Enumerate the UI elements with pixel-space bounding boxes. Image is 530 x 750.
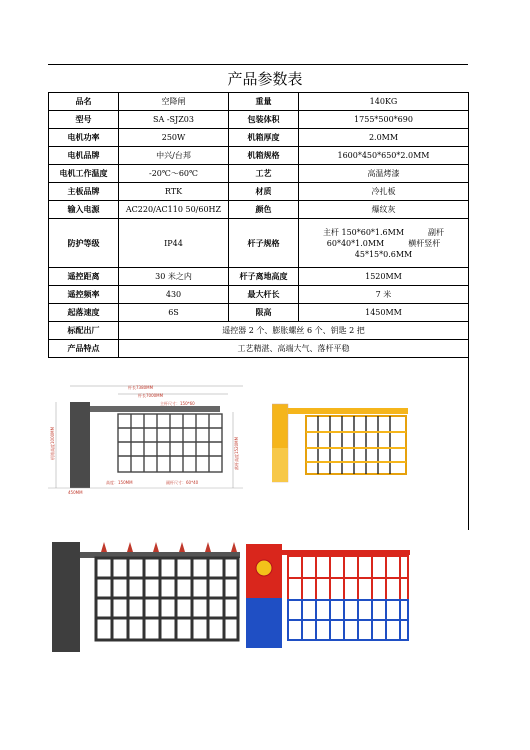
emblem-icon — [256, 560, 272, 576]
param-label: 输入电源 — [49, 201, 119, 219]
spike-tips — [101, 542, 237, 552]
param-value: 工艺精湛、高端大气、落杆平稳 — [119, 340, 469, 358]
param-value: 1600*450*650*2.0MM — [299, 147, 469, 165]
param-label: 品名 — [49, 93, 119, 111]
param-value: SA -SJZ03 — [119, 111, 229, 129]
grid-fence — [118, 414, 222, 472]
param-value: 6S — [119, 304, 229, 322]
param-label: 遥控距离 — [49, 268, 119, 286]
table-row — [49, 93, 469, 111]
dim-height-right-label: 落杆高度1520MM — [234, 436, 239, 470]
table-row — [49, 111, 469, 129]
param-value: 遥控器 2 个、膨胀螺丝 6 个、钥匙 2 把 — [119, 322, 469, 340]
dim-base-label: 450MM — [68, 490, 83, 495]
dim-rod-label: 杆长7000MM — [138, 393, 164, 398]
gray-barrier-image — [52, 538, 242, 656]
param-label: 材质 — [229, 183, 299, 201]
param-label: 机箱规格 — [229, 147, 299, 165]
param-label: 主板品牌 — [49, 183, 119, 201]
rod-spec-line: 45*15*0.6MM — [354, 249, 413, 259]
table-row — [49, 304, 469, 322]
param-label: 颜色 — [229, 201, 299, 219]
param-label: 杆子离地高度 — [229, 268, 299, 286]
param-label: 工艺 — [229, 165, 299, 183]
param-label: 杆子规格 — [229, 219, 299, 268]
table-row — [49, 268, 469, 286]
dimension-drawing — [48, 380, 243, 498]
rod-spec-line: 主杆 150*60*1.6MM 副杆 — [322, 227, 445, 237]
yellow-barrier-image — [272, 398, 412, 486]
dim-height-left-label: 机箱高度1000MM — [50, 426, 55, 460]
grid-fence — [306, 416, 406, 474]
param-label: 最大杆长 — [229, 286, 299, 304]
main-rod — [282, 550, 410, 555]
param-value: 430 — [119, 286, 229, 304]
cabinet-lower — [272, 448, 288, 482]
param-value: RTK — [119, 183, 229, 201]
grid-fence-lower — [288, 600, 408, 640]
cabinet-lower — [246, 598, 282, 648]
param-label: 限高 — [229, 304, 299, 322]
side-rule — [468, 340, 469, 530]
red-blue-barrier-image — [246, 544, 412, 648]
param-label: 电机品牌 — [49, 147, 119, 165]
table-row — [49, 219, 469, 268]
main-rod — [288, 408, 408, 414]
param-label: 电机功率 — [49, 129, 119, 147]
param-value: 爆纹灰 — [299, 201, 469, 219]
table-row — [49, 201, 469, 219]
table-row — [49, 183, 469, 201]
header-rule — [48, 64, 468, 65]
param-value: AC220/AC110 50/60HZ — [119, 201, 229, 219]
param-label: 标配出厂 — [49, 322, 119, 340]
dim-total-label: 杆长7380MM — [128, 385, 154, 390]
main-rod — [90, 406, 220, 412]
param-label: 起落速度 — [49, 304, 119, 322]
dim-sub-label: 副杆尺寸：60*40 — [166, 480, 199, 485]
param-value: IP44 — [119, 219, 229, 268]
param-label: 机箱厚度 — [229, 129, 299, 147]
table-row — [49, 147, 469, 165]
param-label: 包装体积 — [229, 111, 299, 129]
param-value: 30 米之内 — [119, 268, 229, 286]
dim-main-label: 主杆尺寸：150*60 — [160, 401, 195, 406]
param-label: 产品特点 — [49, 340, 119, 358]
param-value: 1755*500*690 — [299, 111, 469, 129]
grid-fence — [96, 558, 238, 640]
cabinet — [70, 402, 90, 488]
table-row — [49, 286, 469, 304]
table-row — [49, 165, 469, 183]
cabinet — [52, 542, 80, 652]
page-title: 产品参数表 — [227, 70, 303, 88]
param-value: 7 米 — [299, 286, 469, 304]
param-value: 1450MM — [299, 304, 469, 322]
param-value: 2.0MM — [299, 129, 469, 147]
param-value: 高温烤漆 — [299, 165, 469, 183]
param-value: -20℃～60℃ — [119, 165, 229, 183]
param-value: 1520MM — [299, 268, 469, 286]
param-value: 空降闸 — [119, 93, 229, 111]
spec-table — [48, 92, 469, 358]
rod-spec-line: 60*40*1.0MM 横杆竖杆 — [326, 238, 441, 248]
grid-fence-upper — [288, 556, 408, 600]
table-row — [49, 129, 469, 147]
param-label: 电机工作温度 — [49, 165, 119, 183]
param-value: 250W — [119, 129, 229, 147]
param-value: 140KG — [299, 93, 469, 111]
param-value: 中兴/台邦 — [119, 147, 229, 165]
param-label: 型号 — [49, 111, 119, 129]
table-row — [49, 322, 469, 340]
param-value: 冷扎板 — [299, 183, 469, 201]
param-label: 防护等级 — [49, 219, 119, 268]
param-value-multiline — [299, 219, 469, 268]
param-label: 重量 — [229, 93, 299, 111]
param-label: 遥控频率 — [49, 286, 119, 304]
table-row — [49, 340, 469, 358]
dim-width-label: 高度：150MM — [106, 480, 133, 485]
